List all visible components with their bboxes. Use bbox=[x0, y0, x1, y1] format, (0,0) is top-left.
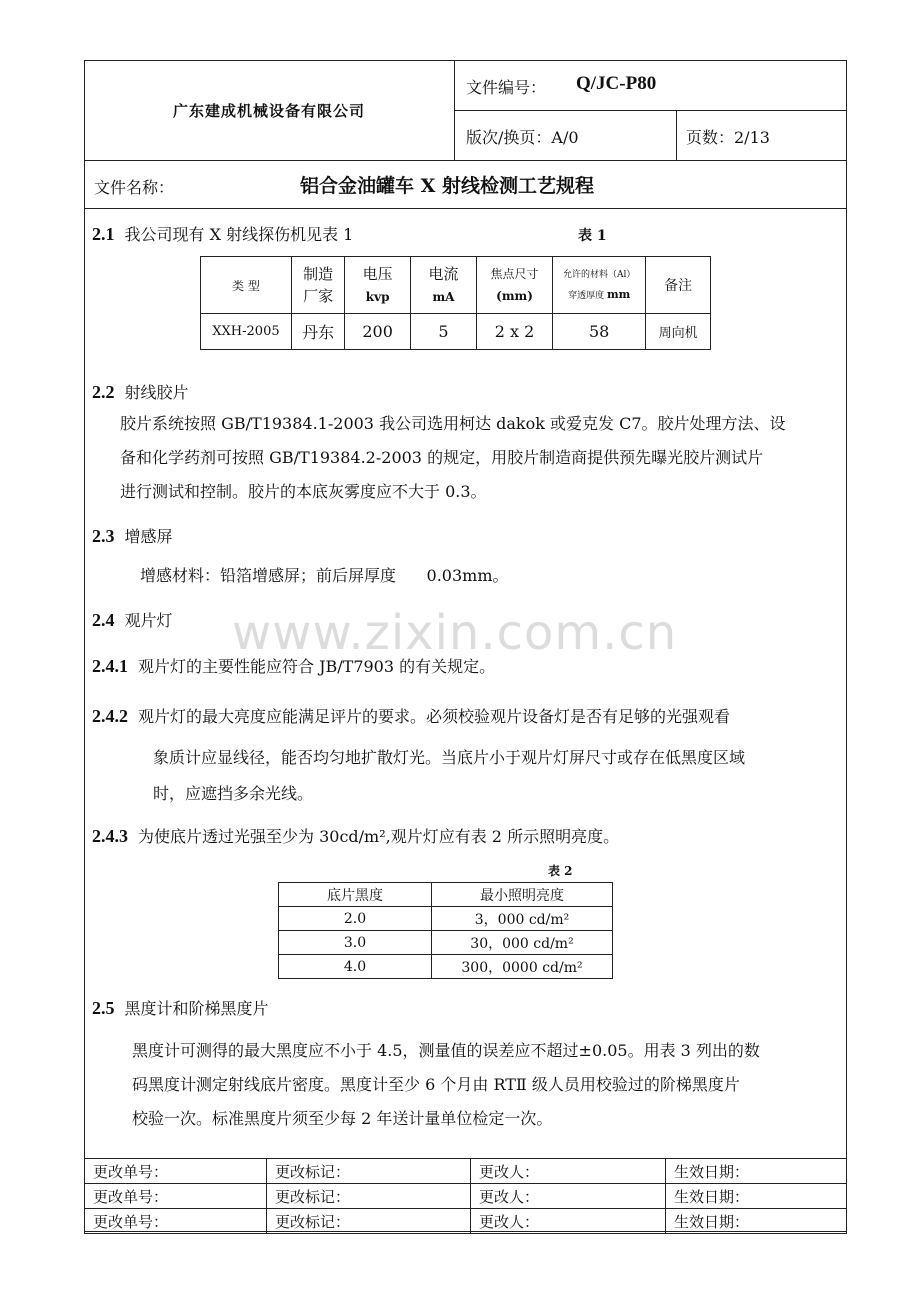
table-row bbox=[279, 907, 613, 931]
table-cell: 300，0000 cd/m² bbox=[432, 955, 613, 979]
table-row bbox=[279, 931, 613, 955]
section-number: 2.2 bbox=[92, 382, 115, 402]
section-text: 我公司现有 X 射线探伤机见表 1 bbox=[124, 225, 354, 244]
paragraph-line: 进行测试和控制。胶片的本底灰雾度应不大于 0.3。 bbox=[120, 482, 487, 501]
change-record-table bbox=[84, 1158, 847, 1234]
table-cell: 30，000 cd/m² bbox=[432, 931, 613, 955]
section-number: 2.1 bbox=[92, 224, 115, 244]
table-1-caption: 表 1 bbox=[578, 228, 607, 244]
header-divider bbox=[454, 110, 847, 111]
section-2-3 bbox=[92, 524, 173, 547]
section-2-3-body: 增感材料：铅箔增感屏；前后屏厚度 0.03mm。 bbox=[140, 566, 509, 585]
section-number: 2.3 bbox=[92, 526, 115, 546]
paragraph-line: 备和化学药剂可按照 GB/T19384.2-2003 的规定，用胶片制造商提供预先曝光胶片测试片 bbox=[120, 448, 764, 467]
effective-date-cell: 生效日期： bbox=[666, 1184, 847, 1209]
header-divider bbox=[84, 208, 847, 209]
table-1 bbox=[200, 256, 711, 350]
table-row bbox=[201, 314, 711, 350]
section-title: 增感屏 bbox=[124, 527, 173, 546]
change-record-row bbox=[85, 1209, 847, 1234]
file-name-label: 文件名称： bbox=[94, 178, 175, 197]
changed-by-cell: 更改人： bbox=[471, 1159, 666, 1184]
changed-by-cell: 更改人： bbox=[471, 1184, 666, 1209]
table-cell: 2 x 2 bbox=[476, 314, 552, 350]
watermark: www.zixin.com.cn bbox=[232, 605, 678, 661]
header-divider bbox=[676, 110, 677, 160]
section-text: 观片灯的最大亮度应能满足评片的要求。必须校验观片设备灯是否有足够的光强观看 bbox=[138, 707, 731, 726]
changed-by-cell: 更改人： bbox=[471, 1209, 666, 1234]
section-2-4-3 bbox=[92, 824, 619, 847]
section-2-5-body bbox=[132, 1034, 844, 1136]
change-record-row bbox=[85, 1184, 847, 1209]
table-cell: 丹东 bbox=[291, 314, 344, 350]
section-number: 2.4 bbox=[92, 610, 115, 630]
table-header-cell: 焦点尺寸 (mm) bbox=[476, 257, 552, 314]
table-cell: 周向机 bbox=[646, 314, 711, 350]
change-mark-cell: 更改标记： bbox=[267, 1209, 471, 1234]
paragraph-line: 码黑度计测定射线底片密度。黑度计至少 6 个月由 RTⅡ 级人员用校验过的阶梯黑度片 bbox=[132, 1075, 740, 1094]
section-number: 2.5 bbox=[92, 998, 115, 1018]
table-header-cell: 最小照明亮度 bbox=[432, 883, 613, 907]
page-count: 页数：2/13 bbox=[686, 128, 770, 147]
doc-number: Q/JC-P80 bbox=[576, 73, 657, 94]
section-2-4-2 bbox=[92, 704, 730, 727]
section-2-4 bbox=[92, 608, 173, 631]
section-title: 射线胶片 bbox=[124, 383, 189, 402]
header-divider bbox=[84, 160, 847, 161]
effective-date-cell: 生效日期： bbox=[666, 1209, 847, 1234]
section-2-2 bbox=[92, 380, 189, 403]
paragraph-line: 象质计应显线径，能否均匀地扩散灯光。当底片小于观片灯屏尺寸或存在低黑度区域 bbox=[153, 748, 746, 767]
table-cell: 200 bbox=[345, 314, 411, 350]
table-2-caption: 表 2 bbox=[548, 864, 573, 878]
change-no-cell: 更改单号： bbox=[85, 1184, 267, 1209]
change-no-cell: 更改单号： bbox=[85, 1209, 267, 1234]
table-header-cell: 制造 厂家 bbox=[291, 257, 344, 314]
table-header-row bbox=[279, 883, 613, 907]
table-cell: 5 bbox=[411, 314, 477, 350]
version-label: 版次/换页：A/0 bbox=[466, 128, 579, 147]
section-number: 2.4.2 bbox=[92, 706, 128, 726]
table-cell: 58 bbox=[553, 314, 646, 350]
table-cell: XXH-2005 bbox=[201, 314, 292, 350]
change-mark-cell: 更改标记： bbox=[267, 1159, 471, 1184]
change-record-row bbox=[85, 1159, 847, 1184]
section-title: 观片灯 bbox=[124, 611, 173, 630]
section-2-4-2-body bbox=[153, 740, 745, 812]
change-mark-cell: 更改标记： bbox=[267, 1184, 471, 1209]
change-no-cell: 更改单号： bbox=[85, 1159, 267, 1184]
table-header-row bbox=[201, 257, 711, 314]
table-cell: 2.0 bbox=[279, 907, 432, 931]
paragraph-line: 时，应遮挡多余光线。 bbox=[153, 784, 314, 803]
table-header-cell: 底片黑度 bbox=[279, 883, 432, 907]
table-header-cell: 电压 kvp bbox=[345, 257, 411, 314]
doc-number-label: 文件编号： bbox=[466, 78, 547, 97]
table-row bbox=[279, 955, 613, 979]
table-2 bbox=[278, 882, 613, 979]
section-2-5 bbox=[92, 996, 269, 1019]
section-number: 2.4.3 bbox=[92, 826, 128, 846]
section-2-1 bbox=[92, 222, 353, 245]
effective-date-cell: 生效日期： bbox=[666, 1159, 847, 1184]
table-header-cell: 备注 bbox=[646, 257, 711, 314]
section-number: 2.4.1 bbox=[92, 656, 128, 676]
table-cell: 3.0 bbox=[279, 931, 432, 955]
section-2-2-body bbox=[120, 407, 845, 509]
company-name: 广东建成机械设备有限公司 bbox=[172, 101, 365, 120]
table-header-cell: 电流 mA bbox=[411, 257, 477, 314]
paragraph-line: 黑度计可测得的最大黑度应不小于 4.5，测量值的误差应不超过±0.05。用表 3 列出的数 bbox=[132, 1041, 760, 1060]
table-cell: 4.0 bbox=[279, 955, 432, 979]
document-title: 铝合金油罐车 X 射线检测工艺规程 bbox=[300, 175, 594, 197]
section-title: 黑度计和阶梯黑度片 bbox=[124, 999, 269, 1018]
paragraph-line: 胶片系统按照 GB/T19384.1-2003 我公司选用柯达 dakok 或爱克发 C7。胶片处理方法、设 bbox=[120, 414, 786, 433]
table-header-cell: 允许的材料（Al） 穿透厚度 mm bbox=[553, 257, 646, 314]
section-text: 为使底片透过光强至少为 30cd/m²,观片灯应有表 2 所示照明亮度。 bbox=[138, 827, 620, 846]
paragraph-line: 校验一次。标准黑度片须至少每 2 年送计量单位检定一次。 bbox=[132, 1109, 553, 1128]
table-cell: 3，000 cd/m² bbox=[432, 907, 613, 931]
section-text: 观片灯的主要性能应符合 JB/T7903 的有关规定。 bbox=[138, 657, 496, 676]
table-header-cell: 类 型 bbox=[201, 257, 292, 314]
